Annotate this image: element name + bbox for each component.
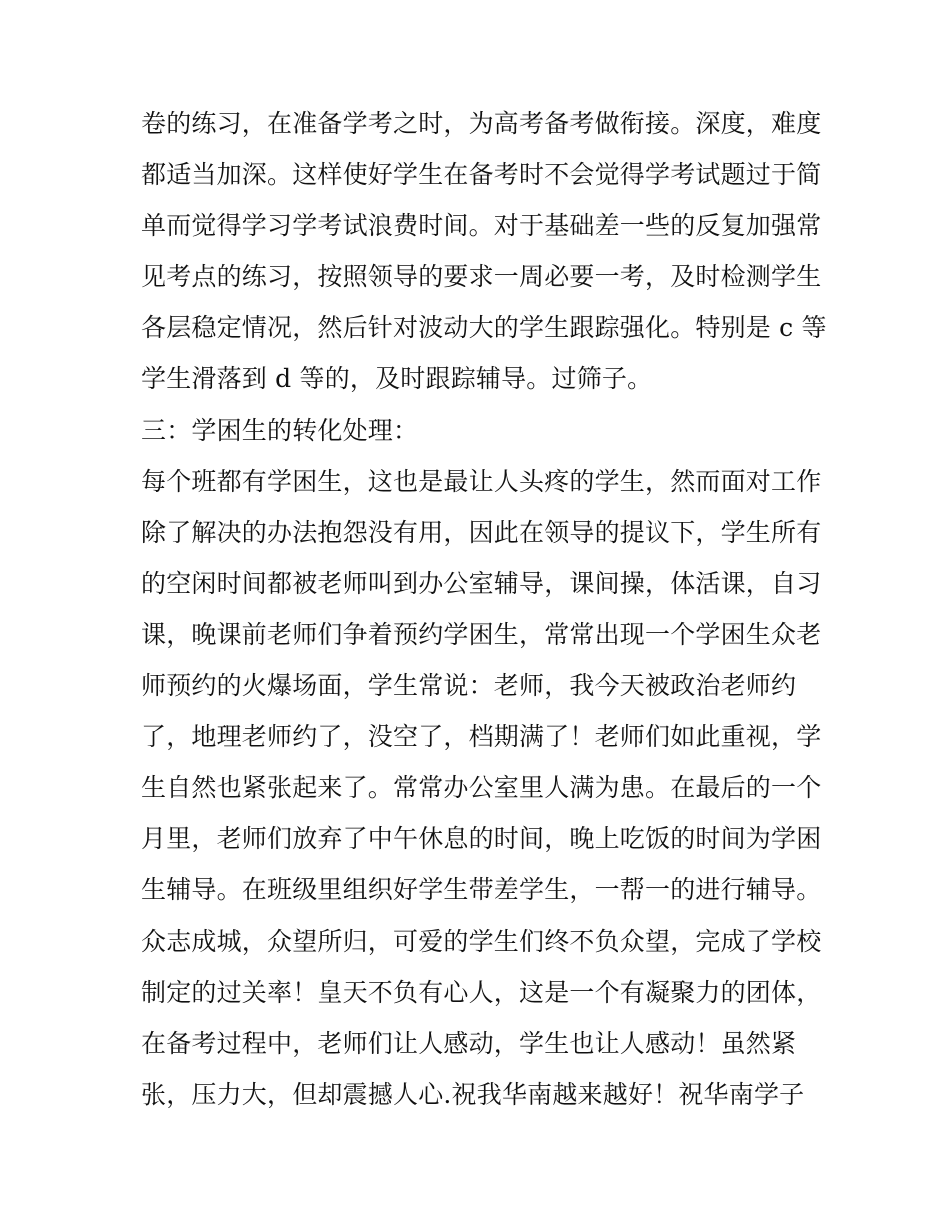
text-line: 每个班都有学困生，这也是最让人头疼的学生，然而面对工作: [141, 466, 822, 496]
text-line: 课，晚课前老师们争着预约学困生，常常出现一个学困生众老: [141, 619, 822, 649]
text-line: 除了解决的办法抱怨没有用，因此在领导的提议下，学生所有: [141, 517, 822, 547]
text-line: 张，压力大，但却震撼人心.祝我华南越来越好！祝华南学子: [141, 1079, 805, 1109]
text-line: 制定的过关率！皇天不负有心人，这是一个有凝聚力的团体，: [141, 977, 822, 1007]
text-line: 单而觉得学习学考试浪费时间。对于基础差一些的反复加强常: [141, 211, 822, 241]
text-line: 众志成城，众望所归，可爱的学生们终不负众望，完成了学校: [141, 926, 822, 956]
text-line: 生自然也紧张起来了。常常办公室里人满为患。在最后的一个: [141, 773, 822, 803]
section-heading: 三：学困生的转化处理：: [141, 415, 419, 445]
text-line: 在备考过程中，老师们让人感动，学生也让人感动！虽然紧: [141, 1028, 797, 1058]
text-line: 生辅导。在班级里组织好学生带差学生，一帮一的进行辅导。: [141, 875, 822, 905]
text-line: 见考点的练习，按照领导的要求一周必要一考，及时检测学生: [141, 262, 822, 292]
text-line: 卷的练习，在准备学考之时，为高考备考做衔接。深度，难度: [141, 109, 822, 138]
text-line: 的空闲时间都被老师叫到办公室辅导，课间操，体活课，自习: [141, 568, 822, 598]
text-line: 月里，老师们放弃了中午休息的时间，晚上吃饭的时间为学困: [141, 824, 822, 854]
text-line: 各层稳定情况，然后针对波动大的学生跟踪强化。特别是 c 等: [141, 313, 827, 343]
text-line: 学生滑落到 d 等的，及时跟踪辅导。过筛子。: [141, 364, 653, 394]
text-line: 师预约的火爆场面，学生常说：老师，我今天被政治老师约: [141, 671, 797, 701]
text-line: 都适当加深。这样使好学生在备考时不会觉得学考试题过于简: [141, 160, 822, 190]
text-line: 了，地理老师约了，没空了，档期满了！老师们如此重视，学: [141, 722, 822, 752]
body-text: [141, 109, 827, 1133]
